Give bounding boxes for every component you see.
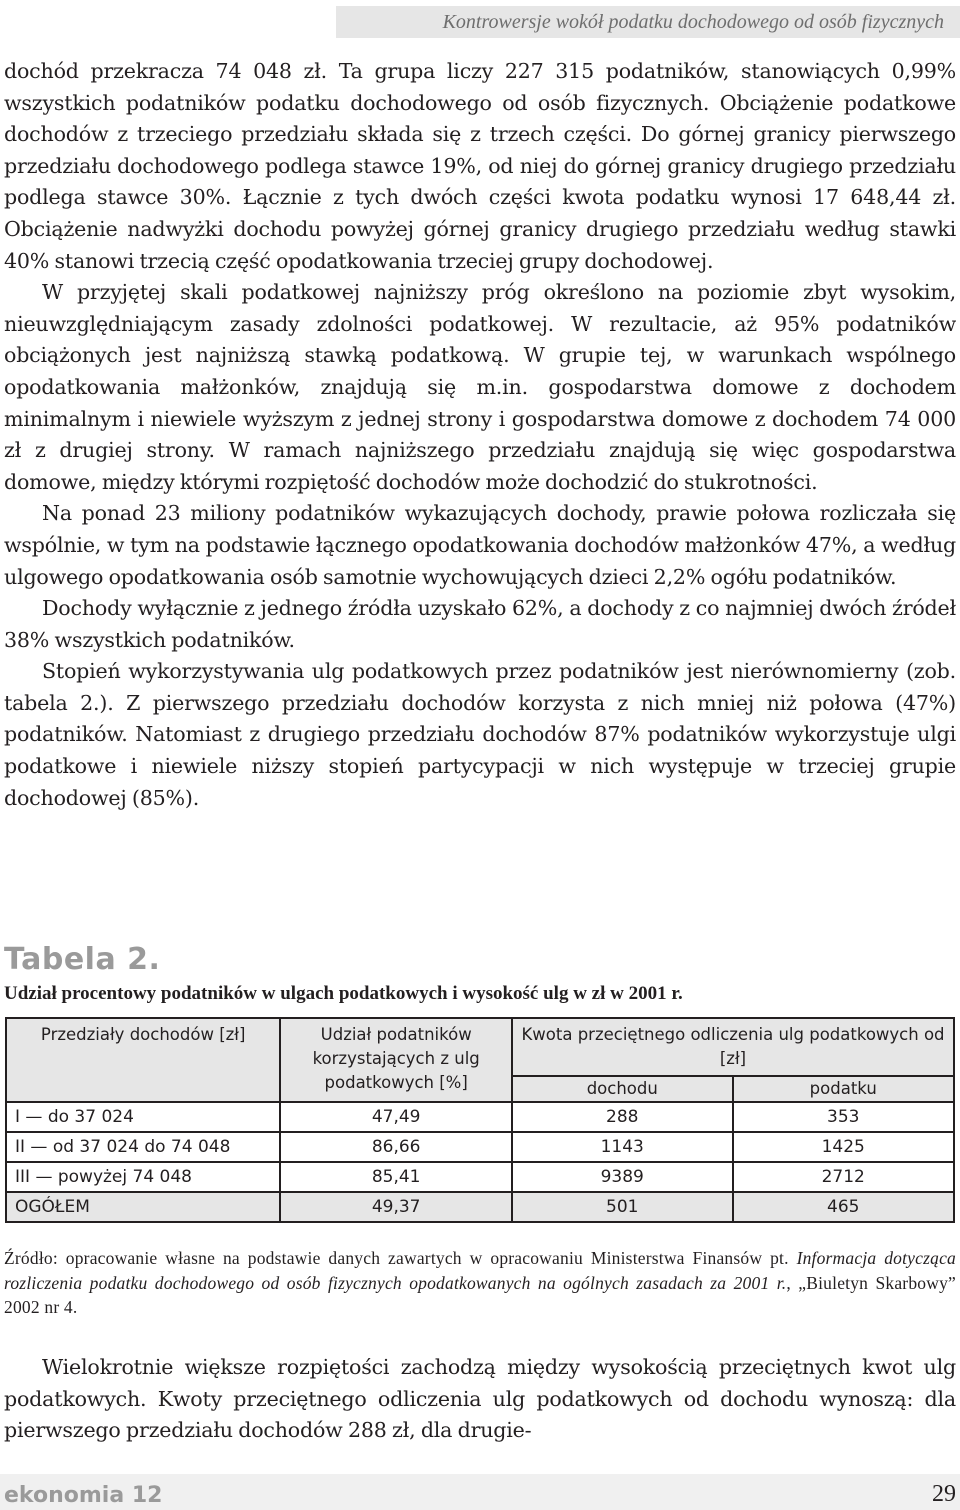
cell-range: OGÓŁEM bbox=[6, 1192, 280, 1222]
cell-income: 9389 bbox=[512, 1162, 733, 1192]
table-caption: Udział procentowy podatników w ulgach podatkowych i wysokość ulg w zł w 2001 r. bbox=[4, 983, 683, 1004]
cell-range: III — powyżej 74 048 bbox=[6, 1162, 280, 1192]
body-text-top bbox=[4, 56, 956, 814]
paragraph-5: Stopień wykorzystywania ulg podatkowych przez podatników jest nierównomierny (zob. tabela 2.). Z pierwszego przedziału dochodów korzysta z nich mniej niż połowa (47%) podatników. Natomiast z drugiego przedziału dochodów 87% podatników wykorzystuje ulgi podatkowe i niewiele niższy stopień partycypacji w nich występuje w trzeciej grupie dochodowej (85%). bbox=[4, 659, 956, 810]
body-text-bottom bbox=[4, 1352, 956, 1447]
paragraph-6: Wielokrotnie większe rozpiętości zachodzą między wysokością przeciętnych kwot ulg podatkowych. Kwoty przeciętnego odliczenia ulg podatkowych od dochodu wynoszą: dla pierwszego przedziału dochodów 288 zł, dla drugie- bbox=[4, 1355, 956, 1443]
table-source-note bbox=[4, 1246, 956, 1320]
paragraph-3: Na ponad 23 miliony podatników wykazujących dochody, prawie połowa rozliczała się wspólnie, w tym na podstawie łącznego opodatkowania dochodów małżonków 47%, a według ulgowego opodatkowania osób samotnie wychowujących dzieci 2,2% ogółu podatników. bbox=[4, 501, 956, 589]
header-from-tax: podatku bbox=[733, 1076, 955, 1102]
cell-income: 1143 bbox=[512, 1132, 733, 1162]
cell-share: 85,41 bbox=[280, 1162, 512, 1192]
cell-share: 49,37 bbox=[280, 1192, 512, 1222]
page-number: 29 bbox=[932, 1481, 956, 1507]
cell-range: I — do 37 024 bbox=[6, 1102, 280, 1132]
paragraph-1: dochód przekracza 74 048 zł. Ta grupa liczy 227 315 podatników, stanowiących 0,99% wszystkich podatników podatku dochodowego od osób fizycznych. Obciążenie podatkowe dochodów z trzeciego przedziału składa się z trzech części. Do górnej granicy pierwszego przedziału dochodowego podlega stawce 19%, od niej do górnej granicy drugiego przedziału podlega stawce 30%. Łącznie z tych dwóch części kwota podatku wynosi 17 648,44 zł. Obciążenie nadwyżki dochodu powyżej górnej granicy drugiego przedziału według stawki 40% stanowi trzecią część opodatkowania trzeciej grupy dochodowej. bbox=[4, 59, 956, 273]
header-from-income: dochodu bbox=[512, 1076, 733, 1102]
running-header bbox=[336, 6, 960, 38]
source-title: Informacja dotycząca rozliczenia podatku dochodowego od osób fizycznych opodatkowanych na ogólnych zasadach za 2001 r. bbox=[4, 1248, 956, 1293]
cell-share: 47,49 bbox=[280, 1102, 512, 1132]
table-row-total bbox=[6, 1192, 954, 1222]
table-row bbox=[6, 1102, 954, 1132]
source-prefix: Źródło: opracowanie własne na podstawie danych zawartych w opracowaniu Ministerstwa Finansów pt. bbox=[4, 1248, 797, 1268]
source-suffix: , „Biuletyn Skarbowy” 2002 nr 4. bbox=[4, 1272, 956, 1317]
table-row bbox=[6, 1162, 954, 1192]
header-income-ranges: Przedziały dochodów [zł] bbox=[6, 1018, 280, 1102]
table-row bbox=[6, 1132, 954, 1162]
running-title: Kontrowersje wokół podatku dochodowego od osób fizycznych bbox=[442, 11, 944, 33]
cell-income: 288 bbox=[512, 1102, 733, 1132]
paragraph-4: Dochody wyłącznie z jednego źródła uzyskało 62%, a dochody z co najmniej dwóch źródeł 38% wszystkich podatników. bbox=[4, 596, 956, 652]
table-label: Tabela 2. bbox=[4, 942, 161, 977]
cell-share: 86,66 bbox=[280, 1132, 512, 1162]
income-relief-table bbox=[5, 1017, 955, 1223]
cell-tax: 353 bbox=[733, 1102, 955, 1132]
header-average-deduction: Kwota przeciętnego odliczenia ulg podatkowych od [zł] bbox=[512, 1018, 954, 1076]
cell-range: II — od 37 024 do 74 048 bbox=[6, 1132, 280, 1162]
cell-tax: 1425 bbox=[733, 1132, 955, 1162]
cell-tax: 465 bbox=[733, 1192, 955, 1222]
cell-income: 501 bbox=[512, 1192, 733, 1222]
paragraph-2: W przyjętej skali podatkowej najniższy próg określono na poziomie zbyt wysokim, nieuwzględniającym zasady zdolności podatkowej. W rezultacie, aż 95% podatników obciążonych jest najniższą stawką podatkową. W grupie tej, w warunkach wspólnego opodatkowania małżonków, znajdują się m.in. gospodarstwa domowe z dochodem minimalnym i niewiele wyższym z jednej strony i gospodarstwa domowe z dochodem 74 000 zł z drugiej strony. W ramach najniższego przedziału znajdują się więc gospodarstwa domowe, między którymi rozpiętość dochodów może dochodzić do stukrotności. bbox=[4, 280, 956, 494]
journal-name: ekonomia 12 bbox=[4, 1483, 163, 1508]
header-share: Udział podatników korzystających z ulg podatkowych [%] bbox=[280, 1018, 512, 1102]
cell-tax: 2712 bbox=[733, 1162, 955, 1192]
